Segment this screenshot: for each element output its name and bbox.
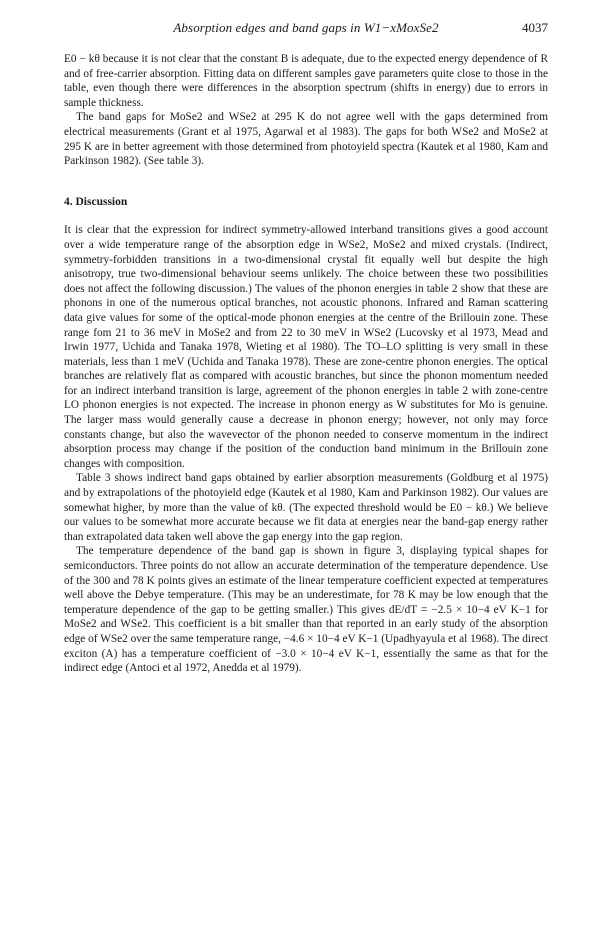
page-header xyxy=(64,20,548,38)
section-heading: 4. Discussion xyxy=(64,195,128,208)
paragraph: E0 − kθ because it is not clear that the constant B is adequate, due to the expected energy dependence of R and of free-carrier absorption. Fitting data on different samples gave parameters quite close to those in the table, even though there were differences in the absorption spectrum (shifts in energy) due to errors in sample thickness. xyxy=(64,53,548,109)
paragraph: Table 3 shows indirect band gaps obtained by earlier absorption measurements (Goldburg et al 1975) and by extrapolations of the photoyield edge (Kautek et al 1980, Kam and Parkinson 1982). Our values are somewhat higher, by more than the value of kθ. (The expected threshold would be E0 − kθ.) We believe our values to be somewhat more accurate because we fit data at energies near the band-gap energy rather than extrapolated data taken well above the gap energy into the gap region. xyxy=(64,472,548,543)
paragraph: The band gaps for MoSe2 and WSe2 at 295 K do not agree well with the gaps determined from electrical measurements (Grant et al 1975, Agarwal et al 1983). The gaps for both WSe2 and MoSe2 at 295 K are in better agreement with those determined from photoyield spectra (Kautek et al 1980, Kam and Parkinson 1982). (See table 3). xyxy=(64,111,548,168)
paragraph: The temperature dependence of the band gap is shown in figure 3, displaying typical shapes for semiconductors. Three points do not allow an accurate determination of the temperature dependence. Use of the 300 and 78 K points gives an estimate of the linear temperature coefficient expected at temperatures well above the Debye temperature. (This may be an underestimate, for 78 K may be low enough that the temperature dependence of the gap to be getting smaller.) This gives dE/dT = −2.5 × 10−4 eV K−1 for MoSe2 and WSe2. This coefficient is a bit smaller than that reported in an early study of the absorption edge of WSe2 over the same temperature range, −4.6 × 10−4 eV K−1 (Upadhyayula et al 1968). The direct exciton (A) has a temperature coefficient of −3.0 × 10−4 eV K−1, essentially the same as that for the indirect edge (Antoci et al 1972, Anedda et al 1979). xyxy=(64,545,548,675)
paragraph: It is clear that the expression for indirect symmetry-allowed interband transitions gives a good account over a wide temperature range of the absorption edge in WSe2, MoSe2 and mixed crystals. (Indirect, symmetry-forbidden transitions in a two-dimensional crystal fit equally well but despite the high anisotropy, true two-dimensional behaviour seems unlikely. The choice between these two possibilities does not affect the following discussion.) The values of the phonon energies in table 2 show that these are phonons in one of the numerous optical branches, not acoustic phonons. Infrared and Raman scattering data give values for some of the optical-mode phonon energies at the centre of the Brillouin zone. These range fom 21 to 36 meV in MoSe2 and from 22 to 30 meV in WSe2 (Lucovsky et al 1973, Mead and Irwin 1977, Uchida and Tanaka 1978, Wieting et al 1980). The TO–LO splitting is very small in these materials, less than 1 meV (Uchida and Tanaka 1978). These are zone-centre phonon energies. The optical branches are relatively flat as compared with acoustic branches, but since the phonon momentum needed for an indirect interband transition is large, agreement of the phonon energies in table 2 with zone-centre LO phonon energies is not expected. The increase in phonon energy as W substitutes for Mo is genuine. The larger mass would generally cause a decrease in phonon energy; however, not only may force constants change, but also the wavevector of the phonon needed to conserve momentum in the indirect absorption process may change if the position of the conduction band minimum in the Brillouin zone changes with composition. xyxy=(64,224,548,470)
page-number: 4037 xyxy=(522,20,548,35)
article-body xyxy=(64,52,548,676)
running-title: Absorption edges and band gaps in W1−xMoxSe2 xyxy=(173,20,439,35)
